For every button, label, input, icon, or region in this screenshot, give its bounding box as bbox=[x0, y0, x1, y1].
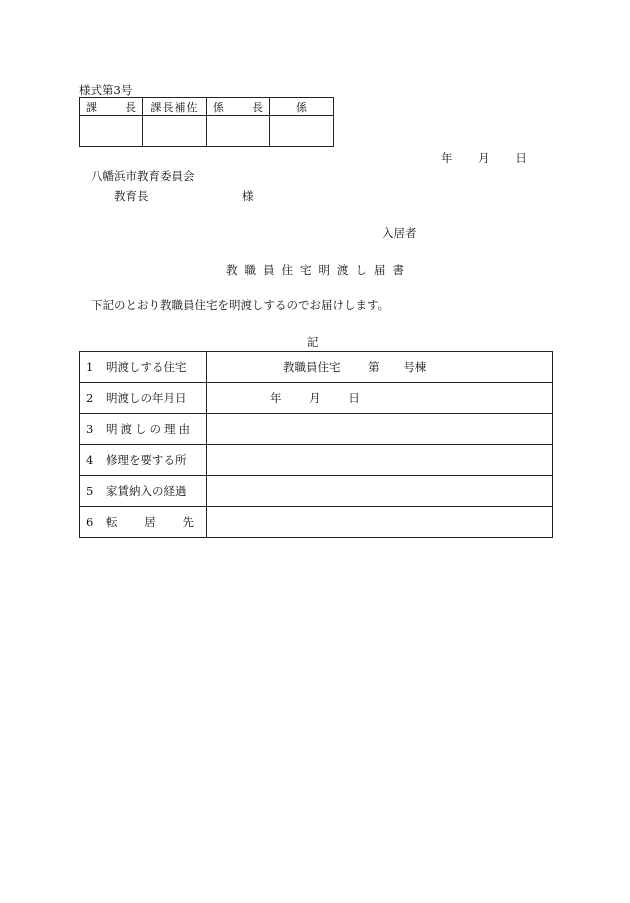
row-value-rent-history[interactable] bbox=[207, 476, 553, 507]
document-title: 教職員住宅明渡し届書 bbox=[226, 263, 411, 277]
row-label: 1 明渡しする住宅 bbox=[80, 352, 207, 383]
table-row bbox=[80, 414, 553, 445]
row-label: 3 明渡しの理由 bbox=[80, 414, 207, 445]
row-value-reason[interactable] bbox=[207, 414, 553, 445]
details-table bbox=[79, 351, 553, 538]
table-row bbox=[80, 476, 553, 507]
date-line: 年 月 日 bbox=[441, 151, 527, 165]
approval-stamp-table bbox=[79, 97, 334, 147]
table-row bbox=[80, 352, 553, 383]
row-label: 4 修理を要する所 bbox=[80, 445, 207, 476]
row-value-new-address[interactable] bbox=[207, 507, 553, 538]
row-label: 6 転 居 先 bbox=[80, 507, 207, 538]
form-number: 様式第3号 bbox=[79, 83, 133, 97]
addressee-honorific: 様 bbox=[242, 189, 254, 203]
intro-text: 下記のとおり教職員住宅を明渡しするのでお届けします。 bbox=[91, 298, 390, 312]
approval-stamp-cell[interactable] bbox=[207, 116, 270, 147]
table-row bbox=[80, 445, 553, 476]
approval-header-kakari: 係 bbox=[270, 98, 334, 116]
row-value-date[interactable]: 年 月 日 bbox=[207, 383, 553, 414]
applicant-label: 入居者 bbox=[382, 226, 417, 240]
table-row bbox=[80, 383, 553, 414]
approval-stamp-cell[interactable] bbox=[80, 116, 143, 147]
addressee-title: 教育長 bbox=[114, 189, 149, 203]
approval-header-kacho-hosa: 課長補佐 bbox=[143, 98, 207, 116]
approval-stamp-cell[interactable] bbox=[143, 116, 207, 147]
ki-heading: 記 bbox=[307, 335, 319, 349]
row-label: 2 明渡しの年月日 bbox=[80, 383, 207, 414]
addressee-org: 八幡浜市教育委員会 bbox=[91, 169, 195, 183]
row-value-housing[interactable]: 教職員住宅 第 号棟 bbox=[207, 352, 553, 383]
row-label: 5 家賃納入の経過 bbox=[80, 476, 207, 507]
approval-stamp-cell[interactable] bbox=[270, 116, 334, 147]
approval-header-kakaricho: 係 長 bbox=[207, 98, 270, 116]
approval-header-kacho: 課 長 bbox=[80, 98, 143, 116]
row-value-repairs[interactable] bbox=[207, 445, 553, 476]
table-row bbox=[80, 507, 553, 538]
